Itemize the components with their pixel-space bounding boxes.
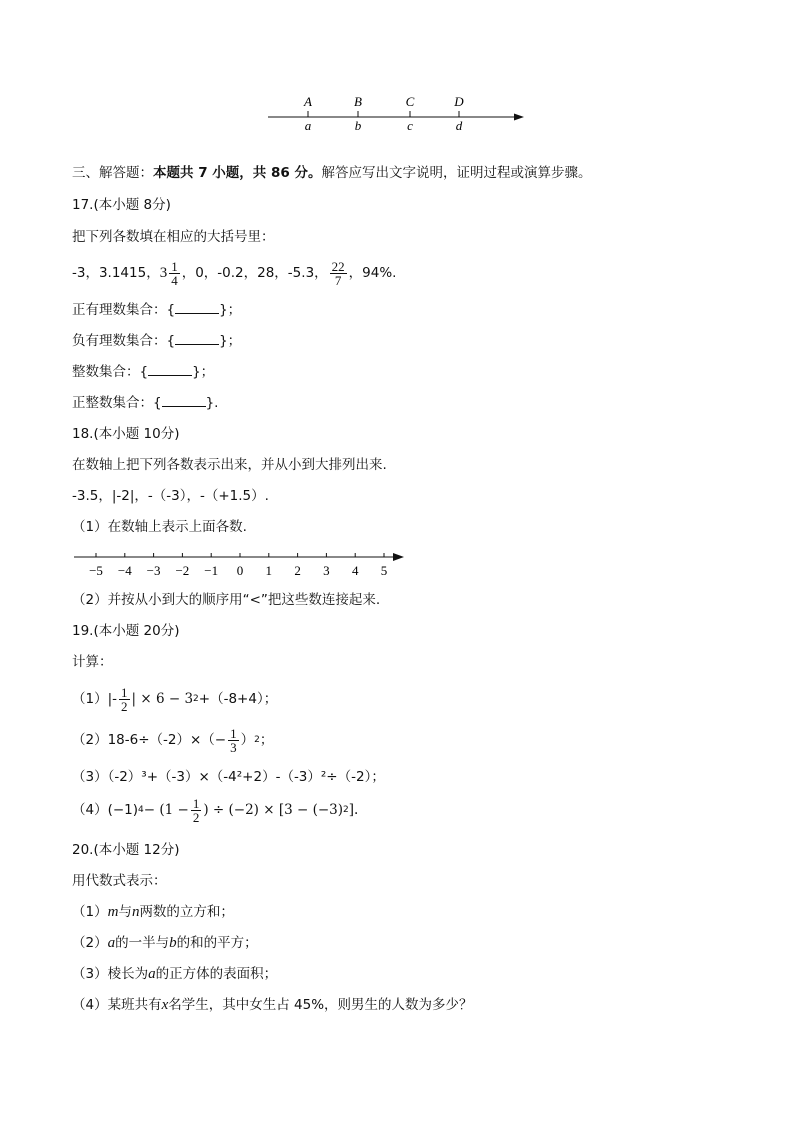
point-label-D: D [454, 94, 464, 109]
value-label-d: d [455, 118, 463, 133]
q20-part2 [72, 934, 258, 952]
q20-p2-c: 的和的平方； [176, 935, 258, 951]
q18-numbers: -3.5，|-2|，-（-3），-（+1.5）. [72, 488, 269, 504]
q17-set-positive-integer [72, 394, 218, 412]
q20-p2-b: 的一半与 [115, 935, 170, 951]
q19-part2 [72, 724, 273, 756]
axis-tick-label: 5 [380, 563, 388, 578]
q19-p2-den: 3 [230, 739, 237, 755]
set-label: 正有理数集合：{ [72, 302, 176, 318]
value-label-a: a [304, 118, 312, 133]
q19-p4-sup2: 2 [343, 805, 349, 815]
q20-p2-a: （2） [72, 935, 108, 951]
q18-instruction: 在数轴上把下列各数表示出来，并从小到大排列出来. [72, 457, 387, 473]
answer-blank[interactable] [148, 363, 192, 376]
q19-p1-b: | × 6 − 3 [131, 691, 194, 707]
answer-blank[interactable] [175, 332, 219, 345]
q19-p4-sup1: 4 [138, 805, 144, 815]
q20-part4 [72, 996, 473, 1014]
q19-part1 [72, 683, 277, 715]
q19-p2-b: ） [240, 732, 255, 748]
q18-number-line [70, 548, 410, 582]
q19-p2-c: ； [259, 732, 274, 748]
value-label-c: c [407, 118, 413, 133]
answer-blank[interactable] [162, 394, 206, 407]
axis-tick-label: −4 [117, 563, 132, 578]
q19-p4-c: ) ÷ (−2) × [3 − (−3) [203, 802, 344, 818]
q17-fraction [330, 260, 347, 287]
q20-p1-n: n [131, 904, 140, 920]
q19-p2-fraction [228, 727, 239, 754]
point-label-A: A [304, 94, 312, 109]
section3-suffix: 解答应写出文字说明，证明过程或演算步骤。 [321, 165, 592, 181]
axis-tick-label: 2 [294, 563, 301, 578]
q17-set-integer [72, 363, 214, 381]
set-end: }； [219, 302, 242, 318]
q20-instruction: 用代数式表示： [72, 873, 167, 889]
axis-tick-label: −3 [146, 563, 161, 578]
axis-tick-label: 1 [265, 563, 273, 578]
q19-header: 19.(本小题 20分) [72, 623, 180, 639]
q17-set-negative [72, 332, 241, 350]
q20-p1-a: （1） [72, 904, 108, 920]
q18-part1: （1）在数轴上表示上面各数. [72, 519, 247, 535]
q20-p4-b: 名学生，其中女生占 45%，则男生的人数为多少？ [168, 997, 473, 1013]
set-end: }； [192, 364, 215, 380]
q20-part3 [72, 965, 277, 983]
q20-header: 20.(本小题 12分) [72, 842, 180, 858]
q19-p2-a: （2）18-6÷（-2）×（− [72, 732, 227, 748]
q20-p1-m: m [107, 904, 119, 920]
q19-p2-sup: 2 [254, 735, 260, 745]
q17-frac-den: 7 [334, 272, 342, 288]
axis-tick-label: −2 [175, 563, 190, 578]
q19-p4-b: − (1 − [143, 802, 189, 818]
q20-p3-a: （3）棱长为 [72, 966, 149, 982]
set-end: }. [205, 395, 219, 411]
q19-p4-fraction [191, 797, 202, 824]
q20-part1 [72, 903, 234, 921]
q17-header: 17.(本小题 8分) [72, 197, 171, 213]
q20-p4-v: x [161, 997, 169, 1013]
abcd-number-line [262, 90, 532, 136]
q20-p3-b: 的正方体的表面积； [155, 966, 278, 982]
q19-p1-den: 2 [121, 698, 128, 714]
set-label: 正整数集合：{ [72, 395, 162, 411]
answer-blank[interactable] [175, 301, 219, 314]
q20-p4-a: （4）某班共有 [72, 997, 162, 1013]
value-label-b: b [354, 118, 362, 133]
q19-p2-num: 1 [230, 725, 237, 741]
q19-p1-sup: 2 [193, 694, 199, 704]
q20-p3-v: a [148, 966, 156, 982]
q17-instruction: 把下列各数填在相应的大括号里： [72, 229, 275, 245]
axis-tick-label: −5 [89, 563, 103, 578]
section3-prefix: 三、解答题： [72, 165, 153, 181]
q17-mixed-fraction [169, 260, 180, 287]
axis-tick-label: 3 [323, 563, 330, 578]
q17-nums-b: ，0，-0.2，28，-5.3， [181, 265, 328, 281]
q20-p1-b: 与 [118, 904, 132, 920]
point-label-B: B [354, 94, 362, 109]
q20-p2-v: a [107, 935, 116, 951]
q19-p4-den: 2 [192, 809, 200, 825]
point-label-C: C [405, 94, 415, 109]
section3-heading [72, 164, 591, 182]
q19-p1-c: +（-8+4）； [198, 691, 278, 707]
q17-mixed-den: 4 [171, 272, 178, 288]
set-label: 负有理数集合：{ [72, 333, 176, 349]
axis-tick-label: −1 [204, 563, 219, 578]
q17-set-positive [72, 301, 241, 319]
q18-part2: （2）并按从小到大的顺序用“<”把这些数连接起来. [72, 592, 381, 608]
q17-nums-c: ，94%. [348, 265, 397, 281]
q19-p4-d: ]. [348, 802, 359, 818]
q17-frac-num: 22 [331, 258, 345, 274]
q17-nums-a: -3，3.1415， [72, 265, 160, 281]
q19-p1-num: 1 [121, 684, 128, 700]
set-end: }； [219, 333, 242, 349]
set-label: 整数集合：{ [72, 364, 149, 380]
q19-part4 [72, 794, 358, 826]
q19-p1-a: （1）|- [72, 691, 118, 707]
q19-p1-fraction [119, 686, 130, 713]
q19-p4-num: 1 [192, 795, 200, 811]
q17-mixed-whole: 3 [159, 265, 168, 281]
q20-p2-w: b [169, 935, 177, 951]
q20-p1-c: 两数的立方和； [139, 904, 234, 920]
q19-p4-a: （4）(−1) [72, 802, 139, 818]
q18-header: 18.(本小题 10分) [72, 426, 180, 442]
axis-tick-label: 0 [236, 563, 244, 578]
q17-mixed-num: 1 [171, 258, 178, 274]
q19-part3: （3）（-2）³+（-3）×（-4²+2）-（-3）²÷（-2）； [72, 769, 385, 785]
section3-bold: 本题共 7 小题，共 86 分。 [153, 165, 322, 181]
q19-instruction: 计算： [72, 654, 113, 670]
axis-tick-label: 4 [351, 563, 359, 578]
q17-number-list [72, 258, 396, 288]
